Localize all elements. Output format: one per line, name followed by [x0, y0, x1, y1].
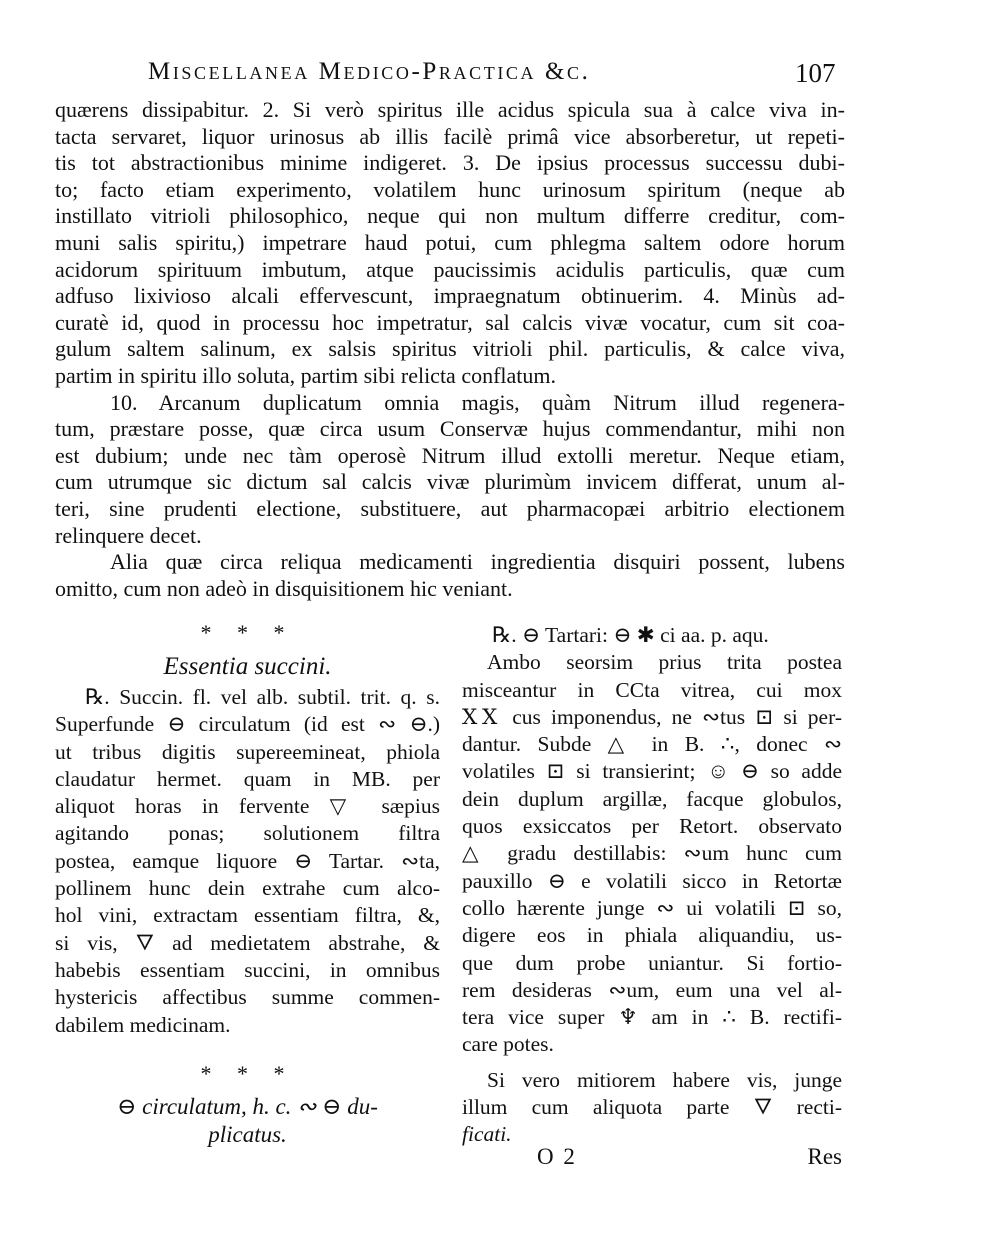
- asterism-ornament: * * *: [200, 1060, 295, 1086]
- recipe-line: collo hærente junge ∾ ui volatili ⊡ so,: [462, 895, 842, 920]
- text-line: instillato vitrioli philosophico, neque qui non multum differre creditur, com-: [55, 203, 845, 229]
- recipe-line: Superfunde ⊖ circulatum (id est ∾ ⊖.): [55, 712, 440, 737]
- recipe-line: si vis, 🜄 ad medietatem abstrahe, &: [55, 930, 440, 955]
- right-column: [462, 622, 842, 1149]
- recipe-line: misceantur in CCta vitrea, cui mox: [462, 677, 842, 702]
- paragraph-10-line: teri, sine prudenti electione, substituere, aut pharmacopæi arbitrio electionem: [55, 495, 845, 521]
- recipe-line: agitando ponas; solutionem filtra: [55, 821, 440, 846]
- page-number: 107: [795, 58, 836, 88]
- recipe-line: hol vini, extractam essentiam filtra, &,: [55, 903, 440, 928]
- page-footer: [462, 1144, 842, 1174]
- si-vero-line: Si vero mitiorem habere vis, junge: [487, 1067, 842, 1092]
- text-line: gulum saltem salinum, ex salsis spiritus vitrioli phil. particulis, & calce viva,: [55, 336, 845, 362]
- recipe-line: pauxillo ⊖ e volatili sicco in Retortæ: [462, 868, 842, 893]
- recipe-line: habebis essentiam succini, in omnibus: [55, 957, 440, 982]
- closing-title-block: [55, 1060, 440, 1149]
- recipe-line: postea, eamque liquore ⊖ Tartar. ∾ta,: [55, 848, 440, 873]
- si-vero-line: illum cum aliquota parte 🜄 recti-: [462, 1095, 842, 1120]
- recipe-line: dein duplum argillæ, facque globulos,: [462, 786, 842, 811]
- running-head: Miscellanea Medico-Practica &c.: [148, 58, 591, 85]
- text-line: muni salis spiritu,) impetrare haud potui, cum phlegma saltem odore horum: [55, 229, 845, 255]
- si-vero-line: ficati.: [462, 1122, 512, 1147]
- alia-paragraph-line: omitto, cum non adeò in disquisitionem hic veniant.: [55, 575, 513, 601]
- text-line: acidorum spirituum imbutum, atque paucissimis acidulis particulis, quæ cum: [55, 256, 845, 282]
- recipe-line: △ gradu destillabis: ∾um hunc cum: [462, 841, 842, 866]
- recipe-line: volatiles ⊡ si transierint; ☺ ⊖ so adde: [462, 759, 842, 784]
- catchword: Res: [807, 1144, 842, 1169]
- main-text-block: [55, 97, 845, 602]
- recipe-title-circulatum: ⊖ circulatum, h. c. ∾ ⊖ du-: [117, 1093, 378, 1119]
- text-line: to; facto etiam experimento, volatilem hunc urinosum spiritum (neque ab: [55, 176, 845, 202]
- recipe-line: tera vice super ♆ am in ∴ B. rectifi-: [462, 1005, 842, 1030]
- recipe-line: hystericis affectibus summe commen-: [55, 985, 440, 1010]
- paragraph-10-line: 10. Arcanum duplicatum omnia magis, quàm Nitrum illud regenera-: [110, 389, 845, 415]
- signature-mark: O 2: [537, 1144, 577, 1169]
- recipe-line: ⅩⅩ cus imponendus, ne ∾tus ⊡ si per-: [462, 704, 842, 729]
- recipe-line: dantur. Subde △ in B. ∴, donec ∾: [462, 732, 842, 757]
- recipe-line: claudatur hermet. quam in MB. per: [55, 766, 440, 791]
- recipe-line: dabilem medicinam.: [55, 1012, 231, 1037]
- paragraph-10-line: relinquere decet.: [55, 522, 202, 548]
- paragraph-10-line: cum utrumque sic dictum sal calcis vivæ plurimùm invicem differat, unum al-: [55, 469, 845, 495]
- recipe-title-circulatum-cont: plicatus.: [208, 1121, 287, 1147]
- paragraph-10-line: est dubium; unde nec tàm operosè Nitrum illud extolli meretur. Neque etiam,: [55, 442, 845, 468]
- paragraph-10-line: tum, præstare posse, quæ circa usum Conservæ hujus commendantur, mihi non: [55, 416, 845, 442]
- text-line: curatè id, quod in processu hoc impetratur, sal calcis vivæ vocatur, cum sit coa-: [55, 309, 845, 335]
- left-column: [55, 622, 440, 1149]
- asterism-ornament: * * *: [200, 620, 295, 645]
- recipe-line: quos exsiccatos per Retort. observato: [462, 814, 842, 839]
- recipe-heading-line: ℞. ⊖ Tartari: ⊖ ✱ ci aa. p. aqu.: [492, 623, 769, 647]
- text-line: tacta servaret, liquor urinosus ab illis facilè primâ vice absorberetur, ut repeti-: [55, 123, 845, 149]
- recipe-line: ℞. Succin. fl. vel alb. subtil. trit. q. s.: [85, 685, 440, 709]
- alia-paragraph-line: Alia quæ circa reliqua medicamenti ingredientia disquiri possent, lubens: [110, 549, 845, 575]
- recipe-line: digere eos in phiala aliquandiu, us-: [462, 923, 842, 948]
- text-line: tis tot abstractionibus minime indigeret. 3. De ipsius processus successu dubi-: [55, 150, 845, 176]
- recipe-line: rem desideras ∾um, eum una vel al-: [462, 977, 842, 1002]
- recipe-line: que dum probe uniantur. Si fortio-: [462, 950, 842, 975]
- recipe-line: Ambo seorsim prius trita postea: [487, 650, 842, 675]
- recipe-line: aliquot horas in fervente ▽ sæpius: [55, 794, 440, 819]
- text-line: quærens dissipabitur. 2. Si verò spiritus ille acidus spicula sua à calce viva in-: [55, 97, 845, 122]
- text-line: partim in spiritu illo soluta, partim sibi relicta conflatum.: [55, 362, 557, 388]
- recipe-line: pollinem hunc dein extrahe cum alco-: [55, 876, 440, 901]
- recipe-line: care potes.: [462, 1032, 554, 1057]
- text-line: adfuso lixivioso alcali effervescunt, impraegnatum obtinuerim. 4. Minùs ad-: [55, 283, 845, 309]
- recipe-line: ut tribus digitis supereemineat, phiola: [55, 739, 440, 764]
- recipe-title-essentia-succini: Essentia succini.: [163, 653, 332, 680]
